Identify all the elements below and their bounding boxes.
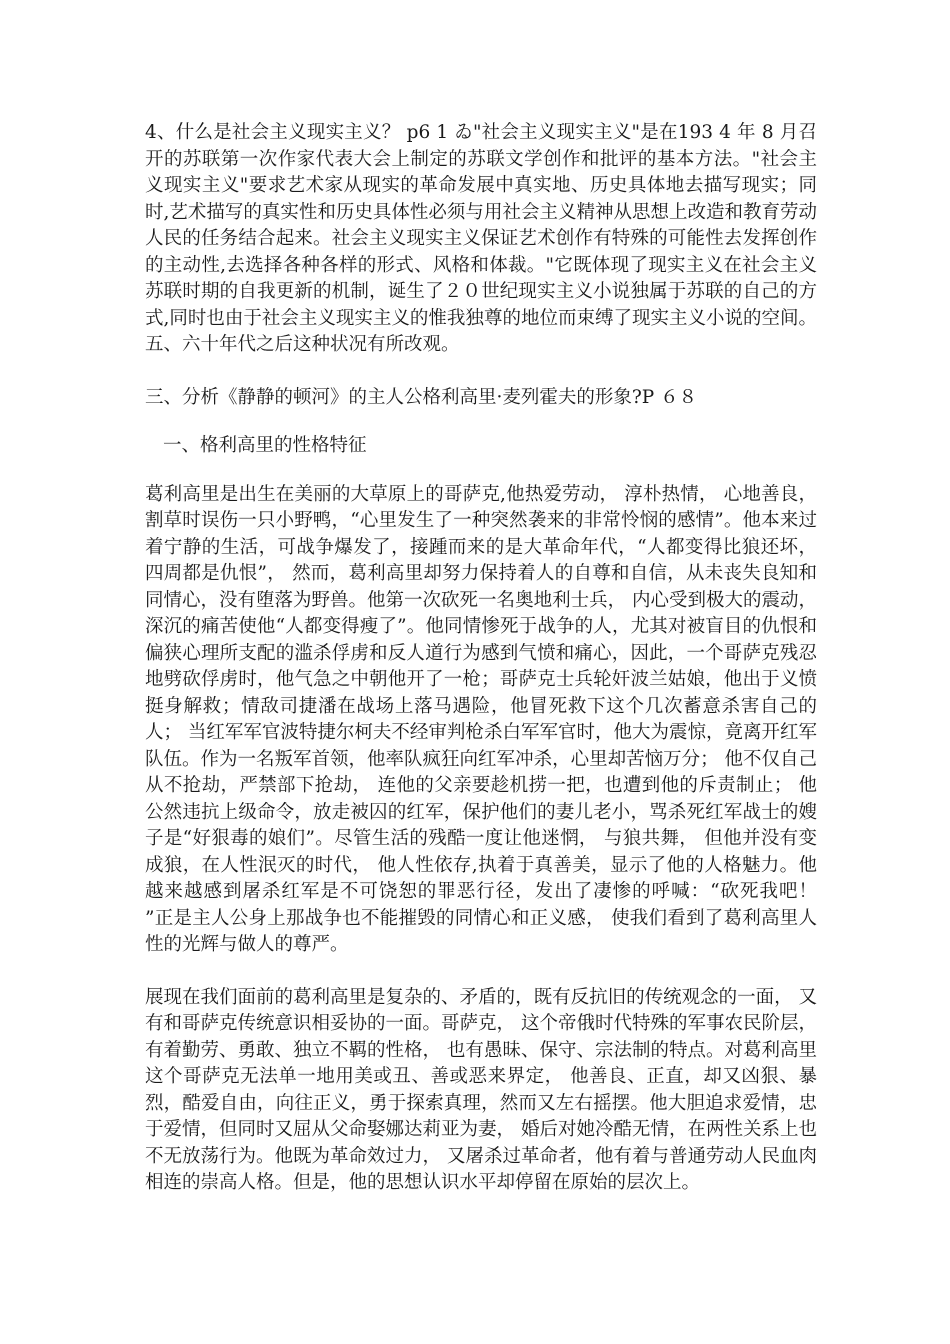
paragraph-character-traits: 葛利高里是出生在美丽的大草原上的哥萨克,他热爱劳动， 淳朴热情， 心地善良， 割草时误伤一只小野鸭，“心里发生了一种突然袭来的非常怜悯的感情”。他本来过着宁静的生活，可战争爆发了，接踵而来的是大革命年代，“人都变得比狼还坏，四周都是仇恨”， 然而，葛利高里却努力保持着人的自尊和自信，从未丧失良知和同情心，没有堕落为野兽。他第一次砍死一名奥地利士兵， 内心受到极大的震动，深沉的痛苦使他“人都变得瘦了”。他同情惨死于战争的人，尤其对被盲目的仇恨和偏狭心理所支配的滥杀俘虏和反人道行为感到气愤和痛心，因此，一个哥萨克残忍地劈砍俘虏时，他气急之中朝他开了一枪；哥萨克士兵轮奸波兰姑娘，他出于义愤挺身解救；情敌司捷潘在战场上落马遇险，他冒死救下这个几次蓄意杀害自己的人； 当红军军官波特捷尔柯夫不经审判枪杀白军军官时，他大为震惊，竟离开红军队伍。作为一名叛军首领，他率队疯狂向红军冲杀，心里却苦恼万分； 他不仅自己从不抢劫，严禁部下抢劫， 连他的父亲要趁机捞一把，也遭到他的斥责制止； 他公然违抗上级命令，放走被囚的红军，保护他们的妻儿老小，骂杀死红军战士的嫂子是“好狠毒的娘们”。尽管生活的残酷一度让他迷惘， 与狼共舞， 但他并没有变成狼，在人性泯灭的时代， 他人性依存,执着于真善美，显示了他的人格魅力。他越来越感到屠杀红军是不可饶恕的罪恶行径，发出了凄惨的呼喊：“砍死我吧！ ”正是主人公身上那战争也不能摧毁的同情心和正义感， 使我们看到了葛利高里人性的光辉与做人的尊严。 xyxy=(145,483,817,955)
section-heading: 三、分析《静静的顿河》的主人公格利高里·麦列霍夫的形象?P ６８ xyxy=(145,386,698,408)
paragraph-character-complexity: 展现在我们面前的葛利高里是复杂的、矛盾的，既有反抗旧的传统观念的一面， 又有和哥萨克传统意识相妥协的一面。哥萨克， 这个帝俄时代特殊的军事农民阶层，有着勤劳、勇敢、独立不羁的性格， 也有愚昧、保守、宗法制的特点。对葛利高里这个哥萨克无法单一地用美或丑、善或恶来界定， 他善良、正直，却又凶狠、暴烈，酷爱自由，向往正义，勇于探索真理，然而又左右摇摆。他大胆追求爱情，忠于爱情，但同时又屈从父命娶娜达莉亚为妻， 婚后对她冷酷无情，在两性关系上也不无放荡行为。他既为革命效过力， 又屠杀过革命者，他有着与普通劳动人民血肉相连的崇高人格。但是，他的思想认识水平却停留在原始的层次上。 xyxy=(145,986,817,1193)
spacer xyxy=(145,959,817,985)
document-page xyxy=(145,120,817,1197)
spacer xyxy=(145,359,817,385)
spacer xyxy=(145,460,817,482)
paragraph-socialist-realism: 4、什么是社会主义现实主义？ p6 1 ゐ"社会主义现实主义"是在193 4 年 8 月召开的苏联第一次作家代表大会上制定的苏联文学创作和批评的基本方法。"社会主义现实主义"要求艺术家从现实的革命发展中真实地、历史具体地去描写现实；同时,艺术描写的真实性和历史具体性必须与用社会主义精神从思想上改造和教育劳动人民的任务结合起来。社会主义现实主义保证艺术创作有特殊的可能性去发挥创作的主动性,去选择各种各样的形式、风格和体裁。"它既体现了现实主义在社会主义苏联时期的自我更新的机制，诞生了２０世纪现实主义小说独属于苏联的自己的方式,同时也由于社会主义现实主义的惟我独尊的地位而束缚了现实主义小说的空间。五、六十年代之后这种状况有所改观。 xyxy=(145,122,817,355)
spacer xyxy=(145,411,817,433)
subsection-heading: 一、格利高里的性格特征 xyxy=(163,435,367,456)
